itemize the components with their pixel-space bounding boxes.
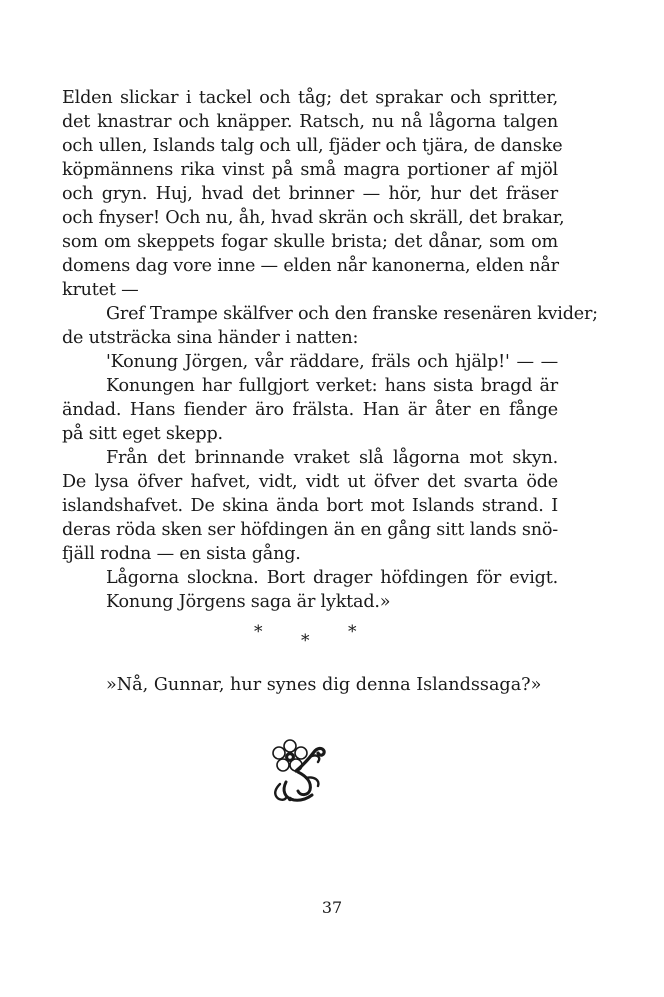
text-line: islandshafvet. De skina ända bort mot Islands strand. I	[62, 496, 558, 516]
text-line: och gryn. Huj, hvad det brinner — hör, hur det fräser	[62, 184, 558, 204]
flower-vine-ornament-icon	[268, 738, 332, 804]
page-number: 37	[321, 898, 343, 917]
asterisk: *	[348, 622, 357, 642]
text-line: de utsträcka sina händer i natten:	[62, 328, 359, 348]
text-line: domens dag vore inne — elden når kanonerna, elden når	[62, 256, 559, 276]
text-line: och ullen, Islands talg och ull, fjäder och tjära, de danske	[62, 136, 563, 156]
text-line: deras röda sken ser höfdingen än en gång sitt lands snö-	[62, 520, 558, 540]
text-line: Konungen har fullgjort verket: hans sista bragd är	[106, 376, 558, 396]
text-line: Gref Trampe skälfver och den franske resenären kvider;	[106, 304, 598, 324]
text-line: på sitt eget skepp.	[62, 424, 223, 444]
asterisk: *	[254, 622, 263, 642]
text-line: som om skeppets fogar skulle brista; det dånar, som om	[62, 232, 558, 252]
section-separator	[0, 622, 664, 652]
closing-line: »Nå, Gunnar, hur synes dig denna Islandssaga?»	[106, 675, 542, 695]
text-line: det knastrar och knäpper. Ratsch, nu nå lågorna talgen	[62, 112, 558, 132]
text-line: Lågorna slockna. Bort drager höfdingen för evigt.	[106, 568, 558, 588]
text-line: köpmännens rika vinst på små magra portioner af mjöl	[62, 160, 558, 180]
text-line: krutet —	[62, 280, 139, 300]
asterisk: *	[301, 631, 310, 651]
text-line: De lysa öfver hafvet, vidt, vidt ut öfver det svarta öde	[62, 472, 558, 492]
text-line: ändad. Hans fiender äro frälsta. Han är åter en fånge	[62, 400, 558, 420]
text-line: Konung Jörgens saga är lyktad.»	[106, 592, 391, 612]
text-line: och fnyser! Och nu, åh, hvad skrän och skräll, det brakar,	[62, 208, 565, 228]
text-line: Från det brinnande vraket slå lågorna mot skyn.	[106, 448, 558, 468]
text-line: 'Konung Jörgen, vår räddare, fräls och hjälp!' — —	[106, 352, 558, 372]
text-line: fjäll rodna — en sista gång.	[62, 544, 301, 564]
text-line: Elden slickar i tackel och tåg; det sprakar och spritter,	[62, 88, 558, 108]
